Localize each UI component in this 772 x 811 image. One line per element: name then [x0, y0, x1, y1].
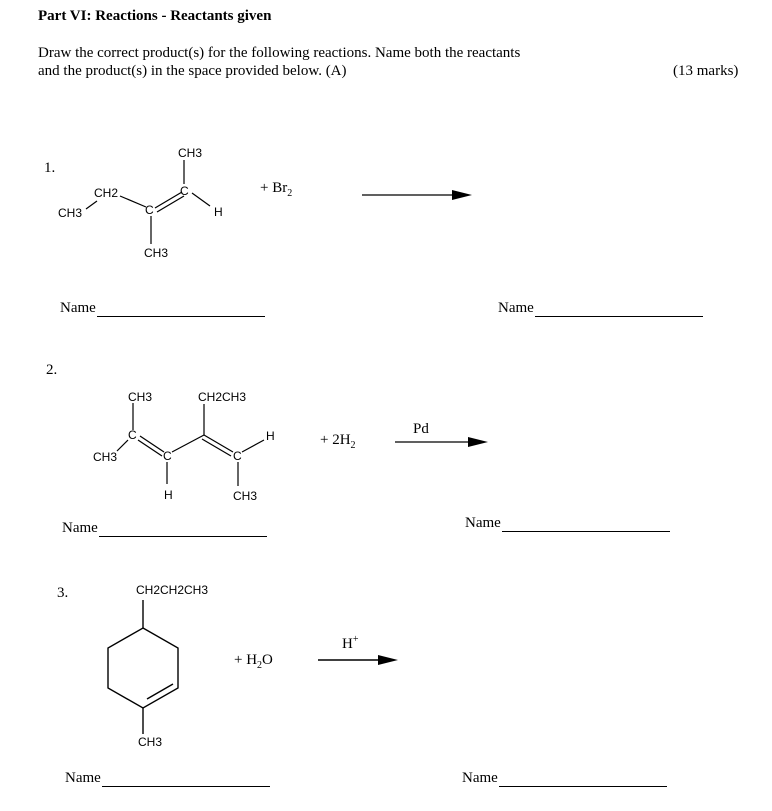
r1-ch3-top: CH3: [178, 146, 203, 160]
reaction-1-number: 1.: [44, 160, 56, 176]
r2-catalyst: Pd: [413, 421, 429, 437]
r1-ch3-left: CH3: [58, 206, 83, 220]
r2-h-bottom: H: [164, 488, 173, 502]
reaction-3-number: 3.: [57, 585, 69, 601]
r1-name-right[interactable]: Name: [498, 300, 703, 317]
instructions-line-2: and the product(s) in the space provided below. (A): [38, 63, 347, 79]
r3-substituent-bottom: CH3: [138, 735, 163, 749]
r2-c-mid: C: [163, 449, 172, 463]
bond-double-2: [157, 196, 184, 212]
r1-name-left[interactable]: Name: [60, 300, 265, 317]
r2-reagent: + $2H_2$: [320, 432, 356, 451]
r3-name-right[interactable]: Name: [462, 770, 667, 787]
r3-name-left[interactable]: Name: [65, 770, 270, 787]
arrow-1-head: [452, 190, 472, 200]
marks-label: (13 marks): [673, 63, 739, 79]
bond-cright-h: [242, 440, 264, 452]
arrow-2-head: [468, 437, 488, 447]
reaction-2-number: 2.: [46, 362, 58, 378]
page-title: Part VI: Reactions - Reactants given: [38, 8, 272, 24]
bond-double-b: [138, 440, 162, 456]
r2-c-left: C: [128, 428, 137, 442]
bond-ch3left-c: [117, 440, 128, 451]
bond-ch2-c: [120, 196, 146, 207]
r1-ch2: CH2: [94, 186, 119, 200]
r3-substituent-top: CH2CH2CH3: [136, 583, 209, 597]
r2-name-right[interactable]: Name: [465, 515, 670, 532]
r2-h-right: H: [266, 429, 275, 443]
r2-ch2ch3: CH2CH3: [198, 390, 247, 404]
bond-double-a: [140, 436, 164, 452]
r1-ch3-bottom: CH3: [144, 246, 169, 260]
r1-h: H: [214, 205, 223, 219]
bond-double-d: [202, 439, 231, 456]
r2-name-left[interactable]: Name: [62, 520, 267, 537]
bond-double-c: [204, 435, 233, 452]
instructions-line-1: Draw the correct product(s) for the following reactions. Name both the reactants: [38, 45, 521, 61]
bond-c-h: [192, 193, 210, 206]
r2-ch3-top: CH3: [128, 390, 153, 404]
cyclohexene-ring: [108, 628, 178, 708]
arrow-3-head: [378, 655, 398, 665]
ring-double-bond: [147, 684, 173, 699]
r1-c-right: C: [180, 184, 189, 198]
r3-reagent: + $H_2O$: [234, 652, 273, 671]
r1-c-center: C: [145, 203, 154, 217]
bond-double-1: [155, 192, 182, 208]
r2-ch3-bottom: CH3: [233, 489, 258, 503]
bond-cmid-cup: [172, 435, 204, 452]
r2-c-right: C: [233, 449, 242, 463]
r1-reagent: + $Br_2$: [260, 180, 293, 199]
bond-ch3-ch2: [86, 201, 97, 209]
r3-catalyst: H+: [342, 634, 359, 652]
r2-ch3-left: CH3: [93, 450, 118, 464]
